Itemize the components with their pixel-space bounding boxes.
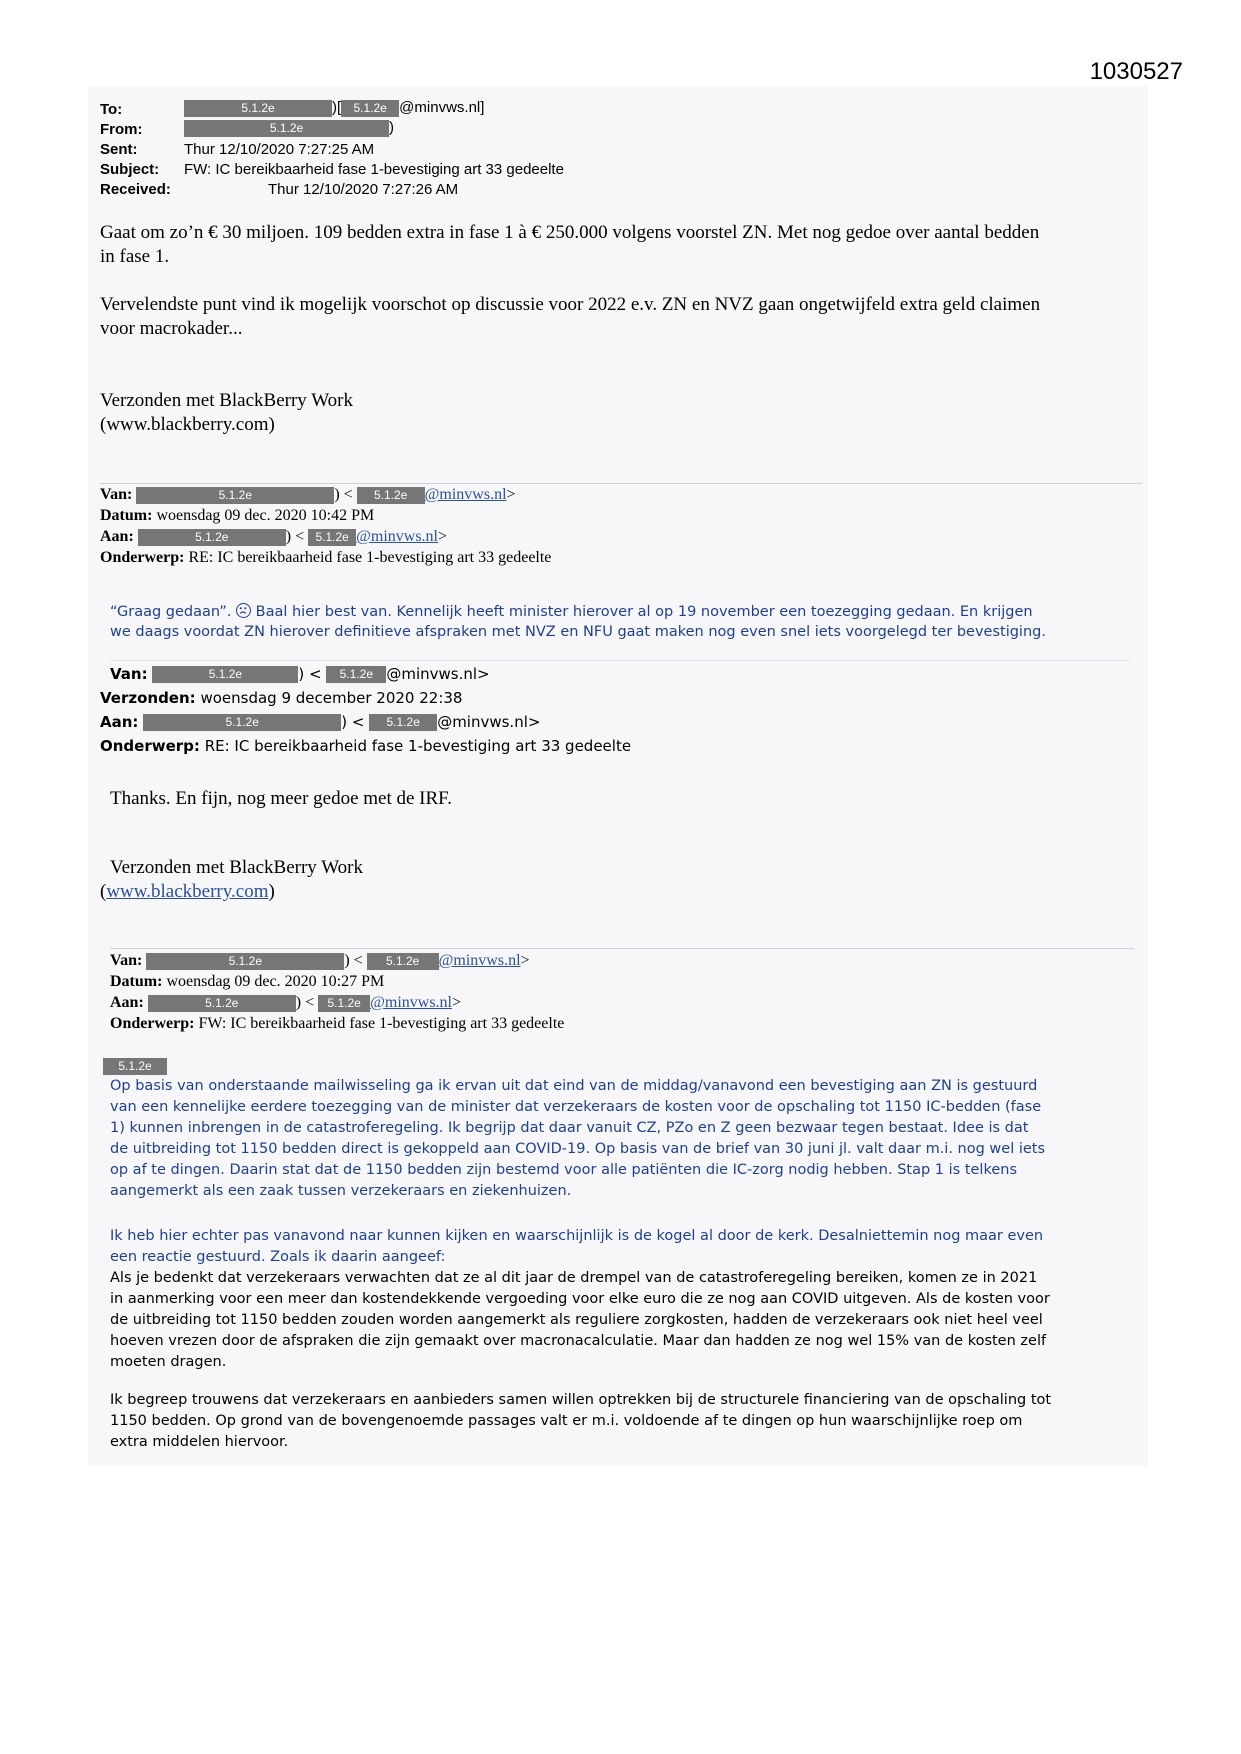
- blackberry-link[interactable]: www.blackberry.com: [106, 881, 269, 902]
- body-text: voor macrokader...: [100, 318, 243, 339]
- aan-line: [100, 713, 540, 731]
- body-text-line: 1) kunnen inbrengen in de catastroferegeling. Ik begrijp dat daar vanuit CZ, PZo en Z geen bezwaar tegen bestaat. Idee is dat: [110, 1120, 1029, 1136]
- body-text-line: moeten dragen.: [110, 1354, 227, 1370]
- signature: Verzonden met BlackBerry Work: [110, 857, 363, 878]
- bracket: >: [452, 994, 462, 1011]
- signature: Verzonden met BlackBerry Work: [100, 390, 353, 411]
- from-label: From:: [100, 121, 143, 138]
- aan-line: [110, 994, 461, 1012]
- body-text-line: aangemerkt als een zaak tussen verzekeraars en ziekenhuizen.: [110, 1183, 572, 1199]
- redaction-box: 5.1.2e: [367, 953, 439, 970]
- body-text-line: in aanmerking voor een meer dan kostendekkende vergoeding voor elke euro die ze nog aan COVID uitgeven. Als de kosten voor: [110, 1291, 1050, 1307]
- body-text: Gaat om zo’n € 30 miljoen. 109 bedden extra in fase 1 à € 250.000 volgens voorstel ZN. Met nog gedoe over aantal bedden: [100, 222, 1040, 243]
- to-suffix: @minvws.nl]: [399, 99, 485, 116]
- signature-url: [100, 881, 275, 903]
- divider: [110, 660, 1130, 661]
- body-text-line: extra middelen hiervoor.: [110, 1434, 289, 1450]
- redaction-box: 5.1.2e: [184, 100, 332, 117]
- divider: [110, 948, 1134, 949]
- body-text-line: Ik heb hier echter pas vanavond naar kunnen kijken en waarschijnlijk is de kogel al door de kerk. Desalniettemin nog maar even: [110, 1228, 1044, 1244]
- verzonden-value: woensdag 9 december 2020 22:38: [200, 689, 463, 707]
- subject-label: Subject:: [100, 161, 160, 178]
- body-text: in fase 1.: [100, 246, 170, 267]
- body-text-line: Ik begreep trouwens dat verzekeraars en aanbieders samen willen optrekken bij de structurele financiering van de opschaling tot: [110, 1392, 1052, 1408]
- sent-value: Thur 12/10/2020 7:27:25 AM: [184, 141, 375, 158]
- body-text-line: hoeven vrezen door de afspraken die zijn gemaakt over macronacalculatie. Maar dan hadden ze nog wel 15% van de kosten zelf: [110, 1333, 1047, 1349]
- paren: (: [100, 881, 107, 902]
- body-text-rest: Baal hier best van. Kennelijk heeft minister hierover al op 19 november een toezegging gedaan. En krijgen: [255, 604, 1033, 620]
- sep: ) <: [285, 528, 305, 545]
- datum-label: Datum:: [100, 507, 153, 524]
- van-line: [110, 952, 530, 970]
- onderwerp-value: RE: IC bereikbaarheid fase 1-bevestiging art 33 gedeelte: [204, 737, 632, 755]
- aan-line: [100, 528, 447, 546]
- email-link[interactable]: @minvws.nl: [438, 952, 521, 969]
- datum-label: Datum:: [110, 973, 163, 990]
- aan-label: Aan:: [100, 713, 139, 731]
- subject-value: FW: IC bereikbaarheid fase 1-bevestiging art 33 gedeelte: [184, 161, 564, 178]
- sep: ) <: [295, 994, 315, 1011]
- bracket: >: [438, 528, 448, 545]
- onderwerp-line: [100, 737, 631, 755]
- redaction-box: 5.1.2e: [308, 529, 356, 546]
- quote-text: “Graag gedaan”.: [110, 604, 232, 620]
- redaction-box: 5.1.2e: [357, 487, 425, 504]
- divider: [100, 483, 1142, 484]
- van-label: Van:: [110, 952, 143, 969]
- received-value: Thur 12/10/2020 7:27:26 AM: [268, 181, 459, 198]
- body-text: we daags voordat ZN hierover definitieve afspraken met NVZ en NFU gaat maken nog even snel iets voorgelegd ter bevestiging.: [110, 624, 1046, 640]
- redaction-box: 5.1.2e: [318, 995, 370, 1012]
- redaction-box: 5.1.2e: [143, 714, 341, 731]
- van-line: [110, 665, 490, 683]
- redaction-box: 5.1.2e: [148, 995, 296, 1012]
- body-text-line: op af te dingen. Daarin stat dat de 1150 bedden zijn bestemd voor alle patiënten die IC-zorg nodig hebben. Stap 1 is telkens: [110, 1162, 1018, 1178]
- redaction-box: 5.1.2e: [369, 714, 437, 731]
- redaction-box: 5.1.2e: [136, 487, 334, 504]
- redaction-box: 5.1.2e: [146, 953, 344, 970]
- redaction-box: 5.1.2e: [326, 666, 386, 683]
- email-link[interactable]: @minvws.nl: [356, 528, 438, 545]
- body-text: Vervelendste punt vind ik mogelijk voorschot op discussie voor 2022 e.v. ZN en NVZ gaan ongetwijfeld extra geld claimen: [100, 294, 1041, 315]
- body-text-line: van een kennelijke eerdere toezegging van de minister dat verzekeraars de kosten voor de opschaling tot 1150 IC-bedden (fase: [110, 1099, 1042, 1115]
- body-text-line: Op basis van onderstaande mailwisseling ga ik ervan uit dat eind van de middag/vanavond een bevestiging aan ZN is gestuurd: [110, 1078, 1038, 1094]
- from-value: [184, 119, 394, 137]
- body-text: [110, 603, 1033, 620]
- onderwerp-value: RE: IC bereikbaarheid fase 1-bevestiging art 33 gedeelte: [188, 549, 552, 566]
- aan-label: Aan:: [100, 528, 134, 545]
- aan-suffix: @minvws.nl>: [437, 713, 541, 731]
- email-link[interactable]: @minvws.nl: [370, 994, 452, 1011]
- document-number: 1030527: [1089, 58, 1183, 85]
- bracket: >: [520, 952, 530, 969]
- body-text: Thanks. En fijn, nog meer gedoe met de IRF.: [110, 788, 452, 809]
- datum-value: woensdag 09 dec. 2020 10:42 PM: [156, 507, 375, 524]
- sep: ) <: [298, 665, 322, 683]
- body-text-line: Als je bedenkt dat verzekeraars verwachten dat ze al dit jaar de drempel van de catastroferegeling bereiken, komen ze in 2021: [110, 1270, 1038, 1286]
- aan-label: Aan:: [110, 994, 144, 1011]
- van-label: Van:: [110, 665, 148, 683]
- sent-label: Sent:: [100, 141, 138, 158]
- greeting-redacted: [103, 1058, 167, 1075]
- bracket: >: [506, 486, 516, 503]
- redaction-box: 5.1.2e: [138, 529, 286, 546]
- paren: ): [268, 881, 275, 902]
- redaction-box: 5.1.2e: [152, 666, 298, 683]
- sep: ) <: [341, 713, 365, 731]
- datum-value: woensdag 09 dec. 2020 10:27 PM: [166, 973, 385, 990]
- to-value: [184, 99, 484, 117]
- body-text-line: de uitbreiding tot 1150 bedden direct is gekoppeld aan COVID-19. Op basis van de brief van 30 juni jl. valt daar m.i. nog wel iets: [110, 1141, 1046, 1157]
- van-suffix: @minvws.nl>: [386, 665, 490, 683]
- to-bracket: )[: [332, 99, 342, 116]
- onderwerp-label: Onderwerp:: [100, 737, 200, 755]
- signature-url: (www.blackberry.com): [100, 414, 275, 435]
- to-label: To:: [100, 101, 123, 118]
- onderwerp-line: [100, 549, 551, 567]
- sep: ) <: [334, 486, 353, 503]
- redaction-box: 5.1.2e: [103, 1058, 167, 1075]
- verzonden-line: [100, 689, 462, 707]
- body-text-line: een reactie gestuurd. Zoals ik daarin aangeef:: [110, 1249, 446, 1265]
- onderwerp-line: [110, 1015, 564, 1033]
- onderwerp-label: Onderwerp:: [110, 1015, 195, 1032]
- sad-face-icon: [236, 603, 251, 618]
- datum-line: [100, 507, 374, 525]
- email-link[interactable]: @minvws.nl: [424, 486, 507, 503]
- from-suffix: ): [389, 119, 394, 136]
- van-line: [100, 486, 516, 504]
- verzonden-label: Verzonden:: [100, 689, 196, 707]
- onderwerp-value: FW: IC bereikbaarheid fase 1-bevestiging art 33 gedeelte: [198, 1015, 565, 1032]
- redaction-box: 5.1.2e: [184, 120, 389, 137]
- body-text-line: 1150 bedden. Op grond van de bovengenoemde passages valt er m.i. voldoende af te dingen op hun waarschijnlijke roep om: [110, 1413, 1023, 1429]
- sep: ) <: [344, 952, 363, 969]
- redaction-box: 5.1.2e: [341, 100, 399, 117]
- received-label: Received:: [100, 181, 171, 198]
- body-text-line: de uitbreiding tot 1150 bedden zouden worden aangemerkt als reguliere zorgkosten, hadden de verzekeraars ook niet heel veel: [110, 1312, 1043, 1328]
- datum-line: [110, 973, 384, 991]
- van-label: Van:: [100, 486, 133, 503]
- onderwerp-label: Onderwerp:: [100, 549, 185, 566]
